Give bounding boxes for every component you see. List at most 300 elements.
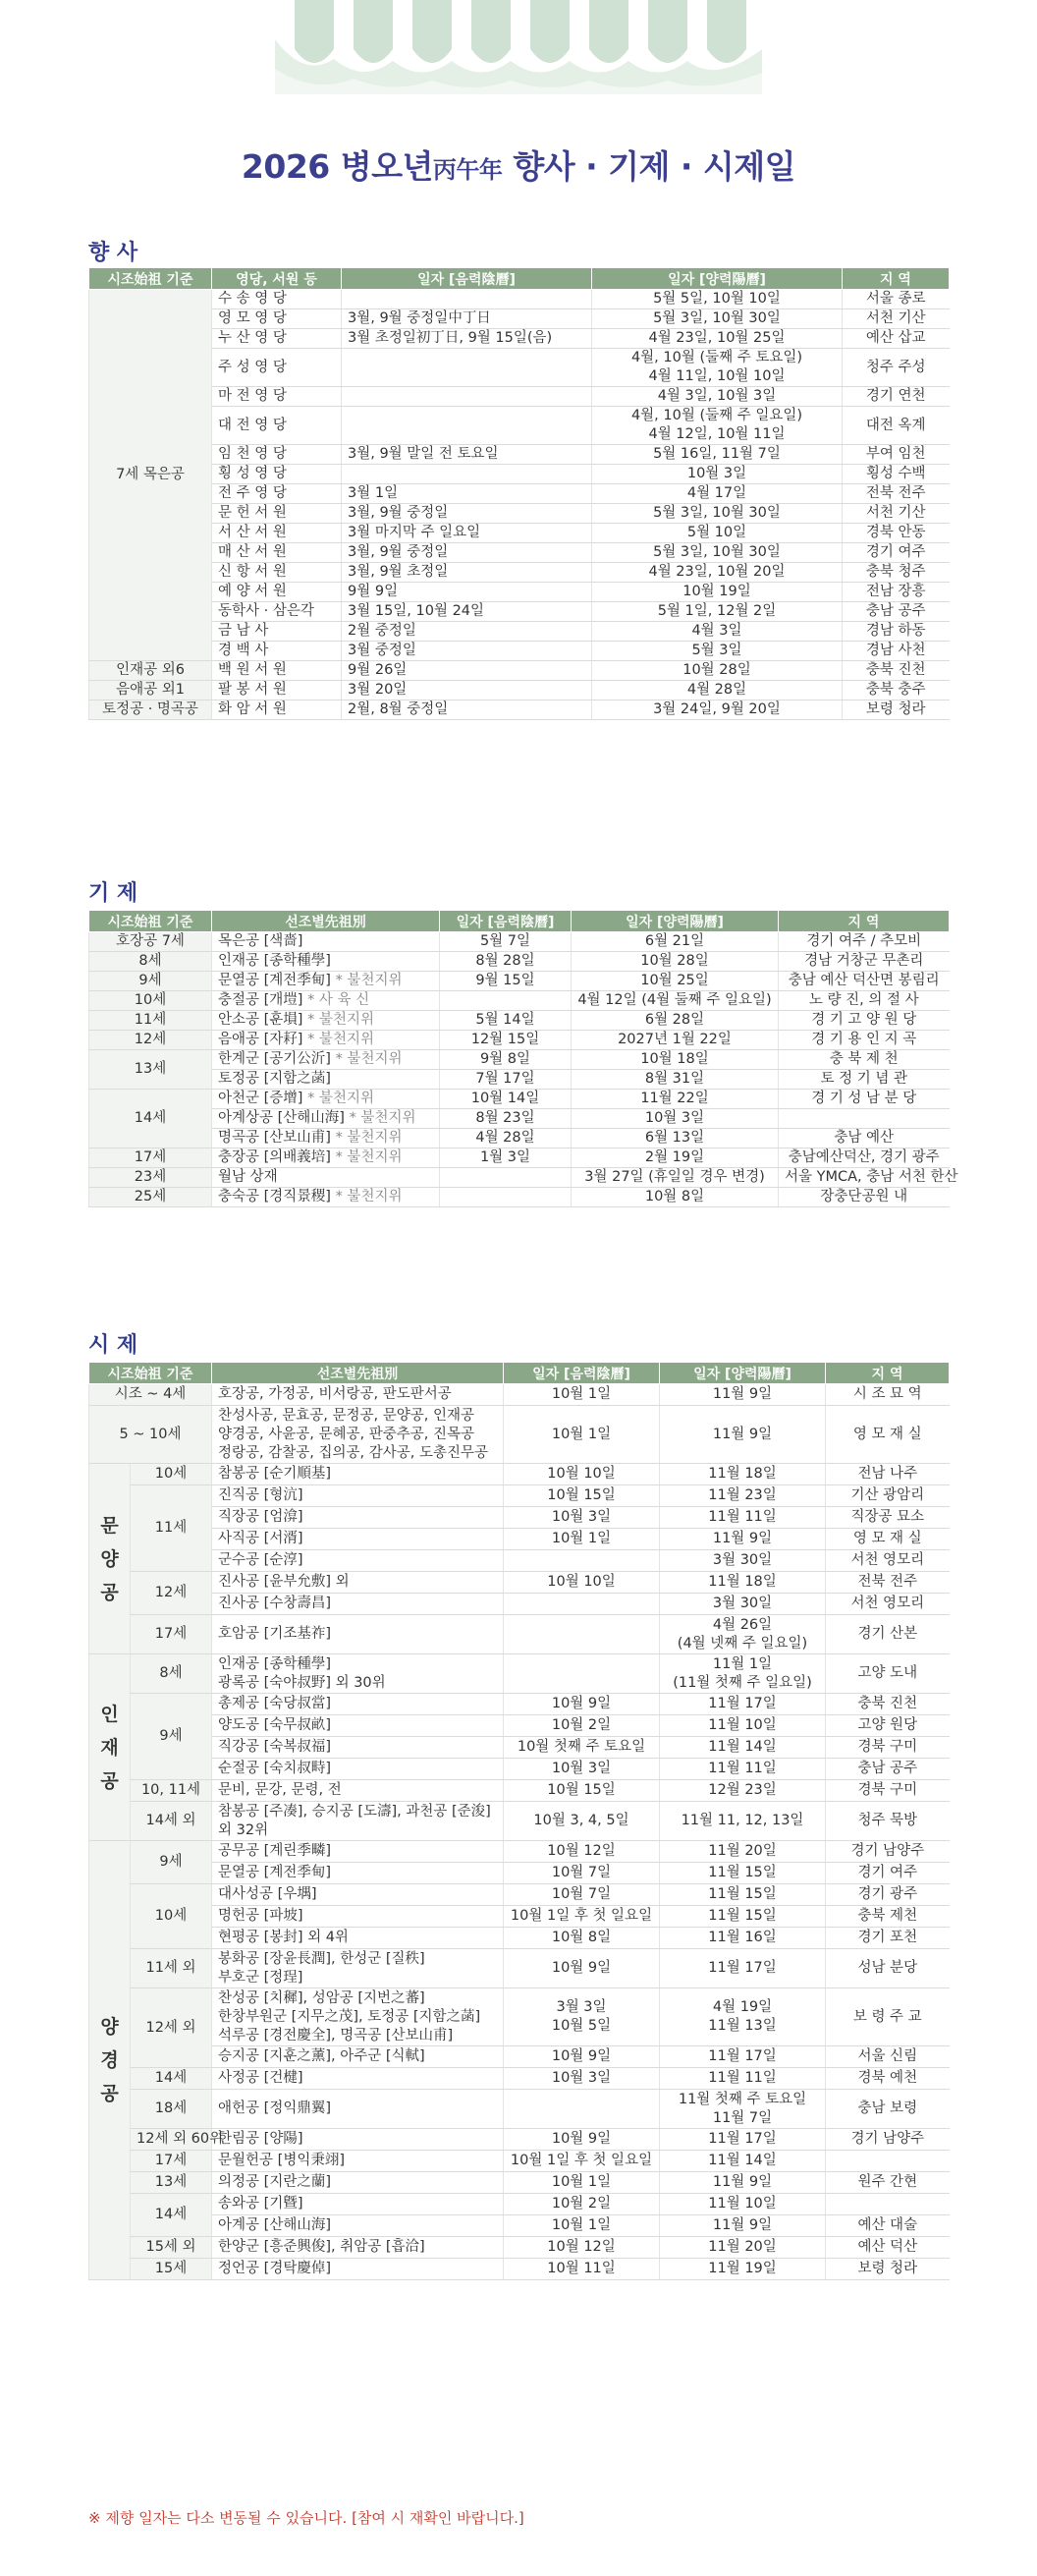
ancestor-note: [공기公沂] (263, 1051, 331, 1067)
lunar-date-cell: 4월 28일 (440, 1129, 572, 1148)
table-row (89, 2046, 950, 2068)
place-cell: 경 백 사 (212, 642, 342, 661)
ancestor-note: [산해山海] (263, 2217, 331, 2233)
solar-date-cell: 11월 1일 (11월 첫째 주 일요일) (660, 1654, 826, 1694)
region-cell: 고양 원당 (826, 1715, 950, 1737)
ancestor-name: 애헌공 (218, 2100, 260, 2116)
solar-date-cell: 11월 22일 (572, 1090, 779, 1109)
generation-cell: 18세 (131, 2090, 212, 2129)
lunar-date-cell: 10월 12일 (504, 1841, 660, 1863)
ancestor-name: 월남 상재 (218, 1169, 278, 1185)
solar-date-cell: 2027년 1월 22일 (572, 1031, 779, 1050)
ancestor-cell (212, 932, 440, 952)
region-cell: 횡성 수백 (843, 465, 950, 484)
region-cell: 서천 기산 (843, 309, 950, 329)
ancestor-name: 봉화공 (218, 1950, 260, 1967)
ancestor-tag: * 불천지위 (307, 1032, 374, 1047)
ancestor-tag: * 불천지위 (307, 1091, 374, 1106)
solar-date-cell: 4월 19일 11월 13일 (660, 1988, 826, 2046)
ancestor-note: [윤부允敷] 외 (263, 1574, 350, 1590)
place-cell: 신 항 서 원 (212, 563, 342, 583)
ancestor-tag: * 불천지위 (349, 1110, 416, 1126)
region-cell: 노 량 진, 의 절 사 (779, 991, 950, 1011)
generation-cell: 호장공 7세 (89, 932, 212, 952)
ancestor-note: [계전季甸] (263, 1865, 331, 1880)
ancestor-cell (212, 1802, 504, 1841)
lunar-date-cell (342, 465, 592, 484)
generation-cell: 14세 (131, 2068, 212, 2090)
table-row (89, 1572, 950, 1594)
ancestor-name: 순절공 (218, 1761, 260, 1776)
ancestor-name: 한림공 (218, 2131, 260, 2147)
table-row (89, 1406, 950, 1464)
table-row (89, 1148, 950, 1168)
table-row (89, 543, 950, 563)
table-row (89, 2259, 950, 2280)
hyangsa-table (88, 267, 950, 720)
region-cell: 장충단공원 내 (779, 1188, 950, 1207)
table-row (89, 329, 950, 349)
generation-cell: 11세 (131, 1485, 212, 1572)
ancestor-note: [기조基祚] (263, 1626, 331, 1642)
lunar-date-cell: 10월 8일 (504, 1928, 660, 1949)
solar-date-cell: 11월 18일 (660, 1572, 826, 1594)
ancestor-cell (212, 2172, 504, 2194)
group-cell: 인재공 외6 (89, 661, 212, 681)
generation-cell: 10세 (131, 1884, 212, 1949)
table-row (89, 1988, 950, 2046)
lunar-date-cell: 3월, 9월 중정일 (342, 543, 592, 563)
lunar-date-cell: 10월 3일 (504, 1507, 660, 1529)
lunar-date-cell: 5월 7일 (440, 932, 572, 952)
lunar-date-cell: 10월 2일 (504, 1715, 660, 1737)
lunar-date-cell: 8월 28일 (440, 952, 572, 972)
ancestor-note: [색嗇] (263, 933, 303, 949)
lunar-date-cell: 9월 9일 (342, 583, 592, 602)
region-cell: 충북 충주 (843, 681, 950, 700)
generation-cell: 8세 (89, 952, 212, 972)
generation-cell: 14세 (89, 1090, 212, 1148)
table-row (89, 661, 950, 681)
ancestor-name: 음애공 (218, 1032, 260, 1047)
generation-cell: 17세 (131, 2151, 212, 2172)
ancestor-note: [우堣] (277, 1886, 317, 1902)
table-row (89, 700, 950, 720)
solar-date-cell: 4월 28일 (592, 681, 843, 700)
solar-date-cell: 10월 28일 (592, 661, 843, 681)
solar-date-cell: 11월 20일 (660, 2237, 826, 2259)
ancestor-note: [산해山海] (277, 1110, 345, 1126)
ancestor-cell (212, 1109, 440, 1129)
ancestor-name: 대사성공 (218, 1886, 274, 1902)
ancestor-note: [병익秉翊] (277, 2153, 345, 2168)
table-row (89, 2151, 950, 2172)
generation-cell: 12세 외 60위 (131, 2129, 212, 2151)
place-cell: 문 헌 서 원 (212, 504, 342, 524)
region-cell: 충 북 제 천 (779, 1050, 950, 1070)
region-cell: 충남 예산 (779, 1129, 950, 1148)
lunar-date-cell: 10월 1일 (504, 1406, 660, 1464)
lunar-date-cell: 9월 8일 (440, 1050, 572, 1070)
ancestor-name: 토정공 (218, 1071, 260, 1087)
solar-date-cell: 3월 30일 (660, 1550, 826, 1572)
ancestor-cell (212, 1654, 504, 1694)
ancestor-note: [숙치叔畤] (263, 1761, 331, 1776)
ancestor-note: [숙무叔畝] (263, 1717, 331, 1733)
ancestor-note: [의배義培] (263, 1149, 331, 1165)
region-cell: 전북 전주 (843, 484, 950, 504)
ancestor-cell (212, 1694, 504, 1715)
table-row (89, 1863, 950, 1884)
place-cell: 금 남 사 (212, 622, 342, 642)
region-cell: 경남 거창군 무촌리 (779, 952, 950, 972)
ancestor-name: 찬성공 (218, 1989, 260, 2006)
table-row (89, 1188, 950, 1207)
region-cell: 경남 하동 (843, 622, 950, 642)
lunar-date-cell: 10월 10일 (504, 1572, 660, 1594)
ancestor-note: [기曁] (263, 2196, 303, 2212)
solar-date-cell: 11월 첫째 주 토요일 11월 7일 (660, 2090, 826, 2129)
table-row (89, 1654, 950, 1694)
generation-cell: 14세 (131, 2194, 212, 2237)
table-row (89, 1737, 950, 1759)
solar-date-cell: 11월 20일 (660, 1841, 826, 1863)
lunar-date-cell: 10월 2일 (504, 2194, 660, 2215)
solar-date-cell: 11월 17일 (660, 1949, 826, 1988)
solar-date-cell: 4월 17일 (592, 484, 843, 504)
ancestor-name: 문열공 (218, 973, 260, 988)
table-row (89, 2194, 950, 2215)
region-cell: 경 기 용 인 지 곡 (779, 1031, 950, 1050)
ancestor-note: [파坡] (263, 1908, 303, 1924)
ancestor-note: [숙당叔當] (263, 1696, 331, 1711)
solar-date-cell: 11월 15일 (660, 1863, 826, 1884)
region-cell: 부여 임천 (843, 445, 950, 465)
lunar-date-cell: 3월 3일 10월 5일 (504, 1988, 660, 2046)
table-row (89, 1129, 950, 1148)
solar-date-cell: 10월 3일 (592, 465, 843, 484)
lunar-date-cell: 10월 9일 (504, 1949, 660, 1988)
lunar-date-cell: 10월 1일 (504, 2215, 660, 2237)
ancestor-note: [지함之菡] (263, 1071, 331, 1087)
ancestor-tag: * 불천지위 (335, 1051, 403, 1067)
table-row (89, 1928, 950, 1949)
region-cell: 경 기 성 남 분 당 (779, 1090, 950, 1109)
generation-cell: 17세 (131, 1615, 212, 1654)
table-row (89, 602, 950, 622)
solar-date-cell: 6월 13일 (572, 1129, 779, 1148)
ancestor-cell (212, 1737, 504, 1759)
solar-date-cell: 5월 3일, 10월 30일 (592, 543, 843, 563)
ancestor-cell (212, 1485, 504, 1507)
group-cell: 토정공 · 명곡공 (89, 700, 212, 720)
place-cell: 동학사 · 삼은각 (212, 602, 342, 622)
ancestor-cell (212, 2129, 504, 2151)
ancestor-name: 총제공 (218, 1696, 260, 1711)
ancestor-name: 사직공 (218, 1531, 260, 1546)
table-row (89, 1906, 950, 1928)
region-cell: 경기 여주 (843, 543, 950, 563)
region-cell: 보령 청라 (843, 700, 950, 720)
solar-date-cell: 5월 10일 (592, 524, 843, 543)
ancestor-name: 한양군 (218, 2239, 260, 2255)
lunar-date-cell: 2월, 8월 중정일 (342, 700, 592, 720)
generation-cell: 15세 (131, 2259, 212, 2280)
ancestor-name: 목은공 (218, 933, 260, 949)
region-cell: 경기 연천 (843, 387, 950, 407)
ancestor-name: 현평공 (218, 1930, 260, 1945)
ancestor-note: [양陽] (263, 2131, 303, 2147)
ancestor-cell (212, 952, 440, 972)
place-cell: 백 원 서 원 (212, 661, 342, 681)
table-row (89, 583, 950, 602)
lunar-date-cell: 10월 15일 (504, 1485, 660, 1507)
table-row (89, 1884, 950, 1906)
solar-date-cell: 6월 28일 (572, 1011, 779, 1031)
col-header: 지 역 (779, 911, 950, 932)
col-header: 영당, 서원 등 (212, 268, 342, 290)
ancestor-tag: * 불천지위 (335, 1189, 403, 1204)
table-row (89, 1109, 950, 1129)
region-cell: 경북 구미 (826, 1780, 950, 1802)
generation-cell: 14세 외 (131, 1802, 212, 1841)
ancestor-name: 문열공 (218, 1865, 260, 1880)
ancestor-name: 호암공 (218, 1626, 260, 1642)
solar-date-cell: 10월 8일 (572, 1188, 779, 1207)
generation-cell: 10세 (131, 1464, 212, 1485)
ancestor-note: [산보山甫] (263, 1130, 331, 1146)
table-row (89, 1485, 950, 1507)
solar-date-cell: 11월 17일 (660, 1694, 826, 1715)
table-row (89, 1780, 950, 1802)
region-cell: 충남 예산 덕산면 봉림리 (779, 972, 950, 991)
table-row (89, 1070, 950, 1090)
solar-date-cell: 11월 9일 (660, 2172, 826, 2194)
ancestor-cell (212, 1011, 440, 1031)
ancestor-name: 의정공 (218, 2174, 260, 2190)
ancestor-note: [형沆] (263, 1487, 303, 1503)
gije-heading: 기 제 (88, 881, 138, 906)
generation-cell: 25세 (89, 1188, 212, 1207)
table-row (89, 1694, 950, 1715)
gije-table (88, 910, 958, 1207)
lunar-date-cell: 10월 12일 (504, 2237, 660, 2259)
table-row (89, 1168, 950, 1188)
ancestor-note: [자耔] (263, 1032, 303, 1047)
table-row (89, 349, 950, 387)
solar-date-cell: 11월 11일 (660, 2068, 826, 2090)
ancestor-cell (212, 2151, 504, 2172)
region-cell (826, 2194, 950, 2215)
ancestor-cell (212, 1594, 504, 1615)
table-row (89, 524, 950, 543)
region-cell: 경기 산본 (826, 1615, 950, 1654)
table-row (89, 1031, 950, 1050)
table-row (89, 2215, 950, 2237)
ancestor-cell (212, 1988, 504, 2046)
solar-date-cell: 4월, 10월 (둘째 주 토요일) 4월 11일, 10월 10일 (592, 349, 843, 387)
solar-date-cell: 4월 3일 (592, 622, 843, 642)
lunar-date-cell: 3월, 9월 초정일 (342, 563, 592, 583)
solar-date-cell: 11월 23일 (660, 1485, 826, 1507)
col-header: 일자 [음력陰曆] (440, 911, 572, 932)
region-cell: 전북 전주 (826, 1572, 950, 1594)
solar-date-cell: 11월 14일 (660, 1737, 826, 1759)
lunar-date-cell: 10월 1일 후 첫 일요일 (504, 1906, 660, 1928)
solar-date-cell: 5월 1일, 12월 2일 (592, 602, 843, 622)
table-row (89, 681, 950, 700)
lunar-date-cell: 3월 마지막 주 일요일 (342, 524, 592, 543)
ancestor-cell (212, 1759, 504, 1780)
table-row (89, 1594, 950, 1615)
solar-date-cell: 11월 9일 (660, 2215, 826, 2237)
ancestor-name: 참봉공 (218, 1466, 260, 1482)
region-cell: 성남 분당 (826, 1949, 950, 1988)
solar-date-cell: 11월 18일 (660, 1464, 826, 1485)
ancestor-cell (212, 1928, 504, 1949)
lunar-date-cell: 3월, 9월 중정일中丁日 (342, 309, 592, 329)
ancestor-cell (212, 2194, 504, 2215)
lunar-date-cell: 10월 9일 (504, 2129, 660, 2151)
region-cell: 원주 간현 (826, 2172, 950, 2194)
table-row (89, 563, 950, 583)
solar-date-cell: 3월 30일 (660, 1594, 826, 1615)
ancestor-cell: 호장공, 가정공, 비서랑공, 판도판서공 (212, 1384, 504, 1406)
table-row (89, 952, 950, 972)
region-cell: 보 령 주 교 (826, 1988, 950, 2046)
region-cell: 충남 보령 (826, 2090, 950, 2129)
region-cell: 서천 영모리 (826, 1550, 950, 1572)
table-row (89, 2237, 950, 2259)
col-header: 선조별先祖別 (212, 911, 440, 932)
lunar-date-cell (342, 407, 592, 445)
ancestor-cell (212, 1529, 504, 1550)
col-header: 지 역 (826, 1363, 950, 1384)
region-cell: 경북 안동 (843, 524, 950, 543)
generation-cell: 12세 (89, 1031, 212, 1050)
solar-date-cell: 11월 10일 (660, 2194, 826, 2215)
table-row (89, 1759, 950, 1780)
generation-cell: 15세 외 (131, 2237, 212, 2259)
ancestor-cell (212, 1129, 440, 1148)
place-cell: 전 주 영 당 (212, 484, 342, 504)
lunar-date-cell: 10월 7일 (504, 1884, 660, 1906)
region-cell: 경북 예천 (826, 2068, 950, 2090)
table-row (89, 1949, 950, 1988)
solar-date-cell: 2월 19일 (572, 1148, 779, 1168)
ancestor-name: 아천군 (218, 1091, 260, 1106)
lunar-date-cell (342, 387, 592, 407)
ancestor-name: 문비, 문강, 문령, 전 (218, 1782, 342, 1798)
lunar-date-cell (504, 1550, 660, 1572)
place-cell: 수 송 영 당 (212, 290, 342, 309)
ancestor-cell (212, 1550, 504, 1572)
solar-date-cell: 11월 17일 (660, 2129, 826, 2151)
region-cell: 충남예산덕산, 경기 광주 (779, 1148, 950, 1168)
solar-date-cell: 5월 16일, 11월 7일 (592, 445, 843, 465)
place-cell: 매 산 서 원 (212, 543, 342, 563)
region-cell: 토 정 기 념 관 (779, 1070, 950, 1090)
place-cell: 대 전 영 당 (212, 407, 342, 445)
ancestor-cell (212, 2046, 504, 2068)
col-header: 시조始祖 기준 (89, 911, 212, 932)
table-row (89, 642, 950, 661)
group-cell: 7세 목은공 (89, 290, 212, 661)
ancestor-name: 인재공 (218, 953, 260, 969)
place-cell: 팔 봉 서 원 (212, 681, 342, 700)
region-cell: 경기 광주 (826, 1884, 950, 1906)
ancestor-note: [지훈之薰], 아주군 [식軾] (263, 2048, 425, 2064)
lunar-date-cell: 7월 17일 (440, 1070, 572, 1090)
ancestor-note: [수창壽昌] (263, 1596, 331, 1611)
ancestor-note: [순淳] (263, 1552, 303, 1568)
region-cell: 경남 사천 (843, 642, 950, 661)
lineage-label: 양 경 공 (89, 1841, 131, 2280)
ancestor-name: 진사공 (218, 1596, 260, 1611)
region-cell: 대전 옥계 (843, 407, 950, 445)
table-row (89, 991, 950, 1011)
lunar-date-cell: 3월 중정일 (342, 642, 592, 661)
place-cell: 예 양 서 원 (212, 583, 342, 602)
table-row (89, 1841, 950, 1863)
lunar-date-cell (440, 1188, 572, 1207)
lunar-date-cell: 10월 1일 (504, 1384, 660, 1406)
region-cell: 고양 도내 (826, 1654, 950, 1694)
table-row (89, 622, 950, 642)
generation-cell: 12세 외 (131, 1988, 212, 2068)
lunar-date-cell (440, 991, 572, 1011)
ancestor-cell (212, 1884, 504, 1906)
solar-date-cell: 10월 28일 (572, 952, 779, 972)
solar-date-cell: 12월 23일 (660, 1780, 826, 1802)
solar-date-cell: 4월 23일, 10월 25일 (592, 329, 843, 349)
ancestor-name: 문월헌공 (218, 2153, 274, 2168)
ancestor-note: [봉封] 외 4위 (263, 1930, 349, 1945)
sije-heading: 시 제 (88, 1333, 138, 1358)
region-cell: 충남 공주 (843, 602, 950, 622)
table-row (89, 1384, 950, 1406)
lunar-date-cell (504, 1654, 660, 1694)
ancestor-cell (212, 1841, 504, 1863)
place-cell: 주 성 영 당 (212, 349, 342, 387)
solar-date-cell: 10월 18일 (572, 1050, 779, 1070)
solar-date-cell: 5월 3일, 10월 30일 (592, 309, 843, 329)
ancestor-name: 진직공 (218, 1487, 260, 1503)
ancestor-note: [건楗] (263, 2070, 303, 2086)
solar-date-cell: 8월 31일 (572, 1070, 779, 1090)
solar-date-cell: 4월 3일, 10월 3일 (592, 387, 843, 407)
ancestor-cell (212, 1507, 504, 1529)
solar-date-cell: 11월 9일 (660, 1384, 826, 1406)
generation-cell: 12세 (131, 1572, 212, 1615)
lunar-date-cell: 10월 1일 (504, 2172, 660, 2194)
ancestor-cell (212, 972, 440, 991)
table-row (89, 407, 950, 445)
ancestor-note: [경탁慶倬] (263, 2261, 331, 2276)
ancestor-note: [서湑] (263, 1531, 303, 1546)
title-main: 2026 병오년 (241, 147, 433, 186)
region-cell: 경기 남양주 (826, 1841, 950, 1863)
ancestor-note: [정익鼎翼] (263, 2100, 331, 2116)
generation-cell: 9세 (89, 972, 212, 991)
ancestor-name: 승지공 (218, 2048, 260, 2064)
lunar-date-cell (504, 2090, 660, 2129)
region-cell: 경 기 고 양 원 당 (779, 1011, 950, 1031)
solar-date-cell: 11월 9일 (660, 1406, 826, 1464)
footnote: ※ 제향 일자는 다소 변동될 수 있습니다. [참여 시 재확인 바랍니다.] (88, 2509, 524, 2527)
ancestor-name: 진사공 (218, 1574, 260, 1590)
lineage-label: 인 재 공 (89, 1654, 131, 1841)
